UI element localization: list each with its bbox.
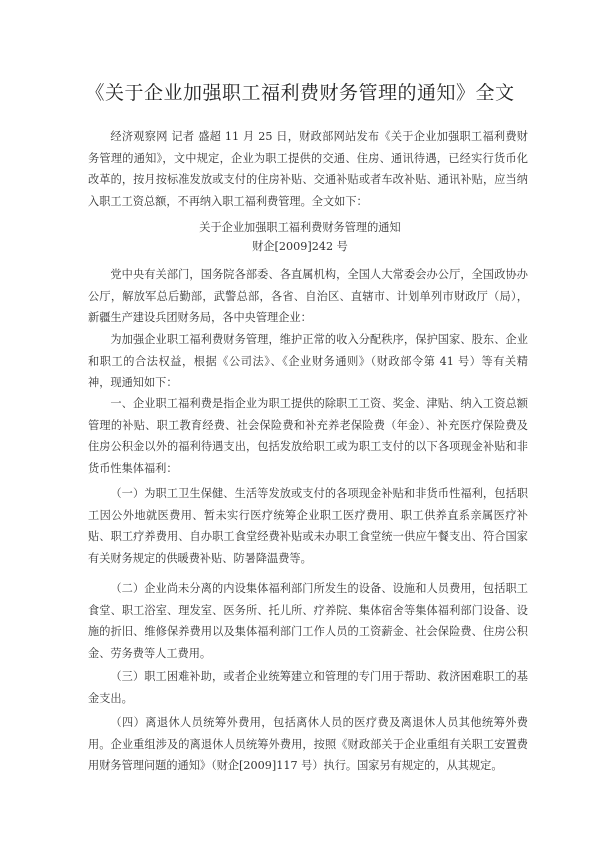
- intro-paragraph: 经济观察网 记者 盛超 11 月 25 日，财政部网站发布《关于企业加强职工福利费财务管理的通知》，文中规定，企业为职工提供的交通、住房、通讯待遇，已经实行货币化改革的，按月按标准发放或支付的住房补贴、交通补贴或者车改补贴、通讯补贴，应当纳入职工工资总额，不再纳入职工福利费管理。全文如下：: [88, 130, 528, 208]
- sub-item-4-paragraph: （四）离退休人员统筹外费用，包括离休人员的医疗费及离退休人员其他统筹外费用。企业重组涉及的离退休人员统筹外费用，按照《财政部关于企业重组有关职工安置费用财务管理问题的通知》（财企[2009]117 号）执行。国家另有规定的，从其规定。: [88, 716, 528, 772]
- recipients-paragraph: 党中央有关部门，国务院各部委、各直属机构，全国人大常委会办公厅，全国政协办公厅，解放军总后勤部，武警总部，各省、自治区、直辖市、计划单列市财政厅（局），新疆生产建设兵团财务局，各中央管理企业：: [88, 268, 528, 324]
- notice-number: 财企[2009]242 号: [252, 240, 348, 253]
- document-title: 《关于企业加强职工福利费财务管理的通知》全文: [85, 82, 515, 104]
- item-1-paragraph: 一、企业职工福利费是指企业为职工提供的除职工工资、奖金、津贴、纳入工资总额管理的补贴、职工教育经费、社会保险费和补充养老保险费（年金）、补充医疗保险费及住房公积金以外的福利待遇支出，包括发放给职工或为职工支付的以下各项现金补贴和非货币性集体福利：: [88, 397, 528, 475]
- sub-item-1-paragraph: （一）为职工卫生保健、生活等发放或支付的各项现金补贴和非货币性福利，包括职工因公外地就医费用、暂未实行医疗统筹企业职工医疗费用、职工供养直系亲属医疗补贴、职工疗养费用、自办职工食堂经费补贴或未办职工食堂统一供应午餐支出、符合国家有关财务规定的供暖费补贴、防暑降温费等。: [88, 487, 528, 565]
- notice-title: 关于企业加强职工福利费财务管理的通知: [199, 221, 401, 234]
- sub-item-2-paragraph: （二）企业尚未分离的内设集体福利部门所发生的设备、设施和人员费用，包括职工食堂、职工浴室、理发室、医务所、托儿所、疗养院、集体宿舍等集体福利部门设备、设施的折旧、维修保养费用以及集体福利部门工作人员的工资薪金、社会保险费、住房公积金、劳务费等人工费用。: [88, 582, 528, 660]
- sub-item-3-paragraph: （三）职工困难补助，或者企业统筹建立和管理的专门用于帮助、救济困难职工的基金支出。: [88, 670, 528, 705]
- purpose-paragraph: 为加强企业职工福利费财务管理，维护正常的收入分配秩序，保护国家、股东、企业和职工的合法权益，根据《公司法》、《企业财务通则》（财政部令第 41 号）等有关精神，现通知如下：: [88, 333, 528, 389]
